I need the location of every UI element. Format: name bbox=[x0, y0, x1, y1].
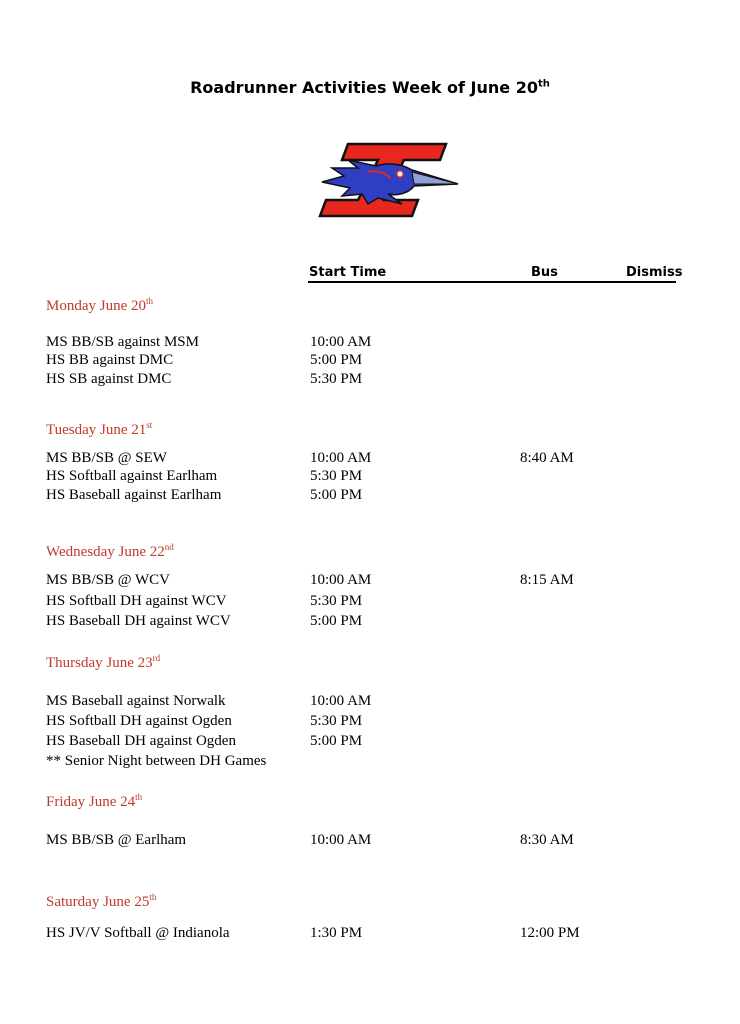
event-start: 10:00 AM bbox=[310, 450, 372, 466]
event-bus: 8:15 AM bbox=[520, 572, 574, 588]
page-title: Roadrunner Activities Week of June 20th bbox=[190, 78, 550, 97]
event-start: 10:00 AM bbox=[310, 572, 372, 588]
event-start: 1:30 PM bbox=[310, 925, 363, 941]
event-name: HS JV/V Softball @ Indianola bbox=[46, 925, 230, 941]
event-name: HS BB against DMC bbox=[46, 352, 174, 368]
event-start: 5:00 PM bbox=[310, 733, 363, 749]
header-bus: Bus bbox=[531, 265, 558, 280]
event-name: MS Baseball against Norwalk bbox=[46, 693, 226, 709]
event-start: 5:00 PM bbox=[310, 352, 363, 368]
event-start: 5:30 PM bbox=[310, 468, 363, 484]
event-start: 5:30 PM bbox=[310, 713, 363, 729]
event-start: 5:00 PM bbox=[310, 613, 363, 629]
event-name: MS BB/SB against MSM bbox=[46, 334, 199, 350]
event-name: HS Baseball against Earlham bbox=[46, 487, 222, 503]
event-start: 10:00 AM bbox=[310, 334, 372, 350]
event-name: HS SB against DMC bbox=[46, 371, 172, 387]
header-start-time: Start Time bbox=[309, 265, 387, 280]
event-start: 5:30 PM bbox=[310, 593, 363, 609]
day-wednesday: Wednesday June 22nd bbox=[46, 542, 174, 560]
logo-beak bbox=[412, 172, 458, 184]
event-name: MS BB/SB @ SEW bbox=[46, 450, 167, 466]
event-name: MS BB/SB @ WCV bbox=[46, 572, 170, 588]
event-name: HS Softball against Earlham bbox=[46, 468, 218, 484]
day-saturday: Saturday June 25th bbox=[46, 892, 157, 910]
logo-eye bbox=[397, 171, 403, 177]
event-start: 10:00 AM bbox=[310, 693, 372, 709]
event-name: HS Softball DH against WCV bbox=[46, 593, 227, 609]
day-thursday: Thursday June 23rd bbox=[46, 653, 161, 671]
event-start: 5:00 PM bbox=[310, 487, 363, 503]
event-bus: 8:40 AM bbox=[520, 450, 574, 466]
roadrunner-logo bbox=[318, 138, 460, 220]
event-bus: 8:30 AM bbox=[520, 832, 574, 848]
event-bus: 12:00 PM bbox=[520, 925, 580, 941]
event-start: 10:00 AM bbox=[310, 832, 372, 848]
event-name: HS Baseball DH against WCV bbox=[46, 613, 231, 629]
event-note: ** Senior Night between DH Games bbox=[46, 753, 267, 769]
day-monday: Monday June 20th bbox=[46, 296, 154, 314]
day-tuesday: Tuesday June 21st bbox=[46, 420, 153, 438]
day-friday: Friday June 24th bbox=[46, 792, 143, 810]
event-start: 5:30 PM bbox=[310, 371, 363, 387]
header-underline bbox=[308, 281, 676, 283]
event-name: MS BB/SB @ Earlham bbox=[46, 832, 187, 848]
event-name: HS Baseball DH against Ogden bbox=[46, 733, 236, 749]
event-name: HS Softball DH against Ogden bbox=[46, 713, 232, 729]
header-dismiss: Dismiss bbox=[626, 265, 683, 280]
